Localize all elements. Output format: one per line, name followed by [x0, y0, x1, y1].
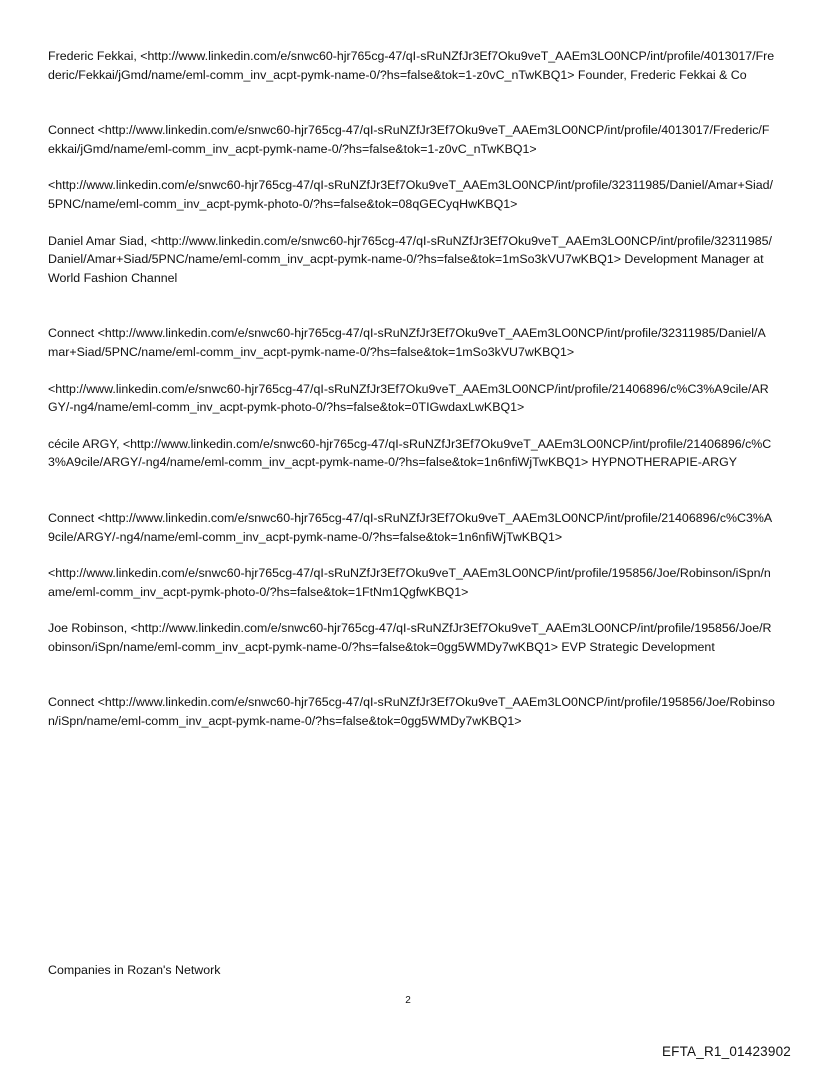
entry-fekkai-name: Frederic Fekkai, <http://www.linkedin.com/e/snwc60-hjr765cg-47/qI-sRuNZfJr3Ef7Oku9veT_AAEm3LO0NCP/int/profile/4013017/Frederic/Fekkai/jGmd/name/eml-comm_inv_acpt-pymk-name-0/?hs=false&tok=1-z0vC_nTwKBQ1> Founder, Frederic Fekkai & Co — [48, 49, 775, 82]
entry-robinson-photo: <http://www.linkedin.com/e/snwc60-hjr765cg-47/qI-sRuNZfJr3Ef7Oku9veT_AAEm3LO0NCP/int/profile/195856/Joe/Robinson/iSpn/name/eml-comm_inv_acpt-pymk-photo-0/?hs=false&tok=1FtNm1QgfwKBQ1> — [48, 566, 771, 599]
entry-robinson-name: Joe Robinson, <http://www.linkedin.com/e/snwc60-hjr765cg-47/qI-sRuNZfJr3Ef7Oku9veT_AAEm3LO0NCP/int/profile/195856/Joe/Robinson/iSpn/name/eml-comm_inv_acpt-pymk-name-0/?hs=false&tok=0gg5WMDy7wKBQ1> EVP Strategic Development — [48, 621, 772, 654]
entry-argy-photo: <http://www.linkedin.com/e/snwc60-hjr765cg-47/qI-sRuNZfJr3Ef7Oku9veT_AAEm3LO0NCP/int/profile/21406896/c%C3%A9cile/ARGY/-ng4/name/eml-comm_inv_acpt-pymk-photo-0/?hs=false&tok=0TIGwdaxLwKBQ1> — [48, 381, 769, 415]
entry-amar-siad-connect: Connect <http://www.linkedin.com/e/snwc60-hjr765cg-47/qI-sRuNZfJr3Ef7Oku9veT_AAEm3LO0NCP/int/profile/32311985/Daniel/Amar+Siad/5PNC/name/eml-comm_inv_acpt-pymk-name-0/?hs=false&tok=1mSo3kVU7wKBQ1> — [48, 326, 766, 359]
entry-fekkai-connect: Connect <http://www.linkedin.com/e/snwc60-hjr765cg-47/qI-sRuNZfJr3Ef7Oku9veT_AAEm3LO0NCP/int/profile/4013017/Frederic/Fekkai/jGmd/name/eml-comm_inv_acpt-pymk-name-0/?hs=false&tok=1-z0vC_nTwKBQ1> — [48, 123, 770, 156]
entry-robinson-connect: Connect <http://www.linkedin.com/e/snwc60-hjr765cg-47/qI-sRuNZfJr3Ef7Oku9veT_AAEm3LO0NCP/int/profile/195856/Joe/Robinson/iSpn/name/eml-comm_inv_acpt-pymk-name-0/?hs=false&tok=0gg5WMDy7wKBQ1> — [48, 695, 775, 729]
entry-amar-siad-name: Daniel Amar Siad, <http://www.linkedin.com/e/snwc60-hjr765cg-47/qI-sRuNZfJr3Ef7Oku9veT_AAEm3LO0NCP/int/profile/32311985/Daniel/Amar+Siad/5PNC/name/eml-comm_inv_acpt-pymk-name-0/?hs=false&tok=1mSo3kVU7wKBQ1> Development Manager at World Fashion Channel — [48, 233, 772, 285]
entry-argy-name: cécile ARGY, <http://www.linkedin.com/e/snwc60-hjr765cg-47/qI-sRuNZfJr3Ef7Oku9veT_AAEm3LO0NCP/int/profile/21406896/c%C3%A9cile/ARGY/-ng4/name/eml-comm_inv_acpt-pymk-name-0/?hs=false&tok=1n6nfiWjTwKBQ1> HYPNOTHERAPIE-ARGY — [48, 436, 772, 470]
section-heading: Companies in Rozan's Network — [48, 963, 221, 977]
page-number: 2 — [405, 995, 411, 1006]
bates-number: EFTA_R1_01423902 — [661, 1044, 791, 1059]
entry-argy-connect: Connect <http://www.linkedin.com/e/snwc60-hjr765cg-47/qI-sRuNZfJr3Ef7Oku9veT_AAEm3LO0NCP/int/profile/21406896/c%C3%A9cile/ARGY/-ng4/name/eml-comm_inv_acpt-pymk-name-0/?hs=false&tok=1n6nfiWjTwKBQ1> — [48, 510, 773, 544]
entry-amar-siad-photo: <http://www.linkedin.com/e/snwc60-hjr765cg-47/qI-sRuNZfJr3Ef7Oku9veT_AAEm3LO0NCP/int/profile/32311985/Daniel/Amar+Siad/5PNC/name/eml-comm_inv_acpt-pymk-photo-0/?hs=false&tok=08qGECyqHwKBQ1> — [48, 178, 773, 211]
document-body — [48, 47, 776, 731]
